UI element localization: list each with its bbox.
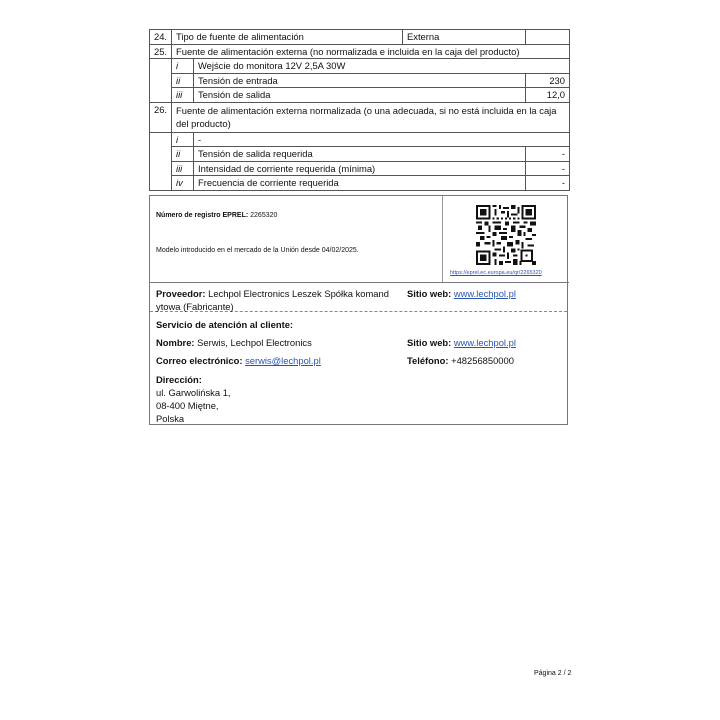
row-value: Externa: [403, 30, 526, 45]
table-row: [150, 88, 570, 103]
row-index: i: [172, 59, 194, 74]
row-number: 24.: [150, 30, 172, 45]
page-number: Página 2 / 2: [534, 670, 572, 677]
address-line3: Polska: [156, 413, 185, 424]
eprel-section: [150, 196, 569, 283]
row-label: Fuente de alimentación externa normalizada (o una adecuada, si no está incluida en la caja del producto): [172, 102, 570, 132]
supplier-section: [150, 283, 567, 312]
row-label: Intensidad de corriente requerida (mínima): [194, 161, 526, 176]
row-value: 12,0: [526, 88, 570, 103]
spec-table: [149, 29, 570, 191]
model-intro-text: Modelo introducido en el mercado de la Unión desde 04/02/2025.: [156, 247, 359, 254]
service-name-label: Nombre:: [156, 337, 195, 348]
row-index: iii: [172, 88, 194, 103]
table-row: [150, 132, 570, 147]
row-index: iii: [172, 161, 194, 176]
service-heading: [156, 318, 293, 331]
supplier-web-label: Sitio web:: [407, 288, 452, 299]
divider: [442, 196, 443, 282]
table-row: [150, 102, 570, 132]
service-phone-label: Teléfono:: [407, 355, 449, 366]
service-phone-value: +48256850000: [451, 355, 514, 366]
row-label: Wejście do monitora 12V 2,5A 30W: [194, 59, 570, 74]
qr-code-icon[interactable]: [476, 205, 536, 265]
service-web-label: Sitio web:: [407, 337, 452, 348]
service-name-value: Serwis, Lechpol Electronics: [197, 337, 312, 348]
supplier-web: [407, 287, 516, 300]
row-label: Tensión de entrada: [194, 73, 526, 88]
row-value: -: [526, 176, 570, 191]
row-label: Tipo de fuente de alimentación: [172, 30, 403, 45]
service-email: [156, 354, 321, 367]
supplier-card: [149, 195, 568, 425]
supplier-name-line1: Lechpol Electronics Leszek Spółka komand: [208, 288, 389, 299]
service-web-link[interactable]: www.lechpol.pl: [453, 337, 516, 348]
row-number: 25.: [150, 44, 172, 59]
supplier-web-link[interactable]: www.lechpol.pl: [453, 288, 516, 299]
row-number: 26.: [150, 102, 172, 132]
service-heading-text: Servicio de atención al cliente:: [156, 319, 294, 330]
eprel-info: [156, 212, 436, 254]
supplier-name: [156, 287, 401, 313]
row-index: ii: [172, 147, 194, 162]
row-value: -: [526, 147, 570, 162]
qr-link[interactable]: https://eprel.ec.europa.eu/qr/2265320: [450, 270, 542, 276]
row-label: Tensión de salida requerida: [194, 147, 526, 162]
row-index: ii: [172, 73, 194, 88]
table-row: [150, 147, 570, 162]
service-address: [156, 373, 231, 425]
table-row: [150, 30, 570, 45]
row-unit: [526, 30, 570, 45]
row-label: Fuente de alimentación externa (no normalizada e incluida en la caja del producto): [172, 44, 570, 59]
address-line1: ul. Garwolińska 1,: [156, 387, 231, 398]
eprel-registration: [156, 212, 436, 219]
supplier-label: Proveedor:: [156, 288, 206, 299]
service-email-link[interactable]: serwis@lechpol.pl: [245, 355, 321, 366]
row-number-empty: [150, 59, 172, 103]
eprel-reg-number: 2265320: [250, 212, 278, 219]
service-web: [407, 336, 516, 349]
row-index: i: [172, 132, 194, 147]
row-value: -: [526, 161, 570, 176]
service-phone: [407, 354, 514, 367]
row-index: iv: [172, 176, 194, 191]
table-row: [150, 161, 570, 176]
row-value: 230: [526, 73, 570, 88]
row-label: Tensión de salida: [194, 88, 526, 103]
row-number-empty: [150, 132, 172, 190]
table-row: [150, 59, 570, 74]
row-label: -: [194, 132, 570, 147]
service-address-label: Dirección:: [156, 374, 202, 385]
service-email-label: Correo electrónico:: [156, 355, 243, 366]
table-row: [150, 176, 570, 191]
service-name: [156, 336, 312, 349]
address-line2: 08-400 Miętne,: [156, 400, 219, 411]
eprel-reg-label: Número de registro EPREL:: [156, 212, 249, 219]
supplier-name-line2: ytowa (Fabricante): [156, 301, 234, 312]
table-row: [150, 44, 570, 59]
row-label: Frecuencia de corriente requerida: [194, 176, 526, 191]
table-row: [150, 73, 570, 88]
